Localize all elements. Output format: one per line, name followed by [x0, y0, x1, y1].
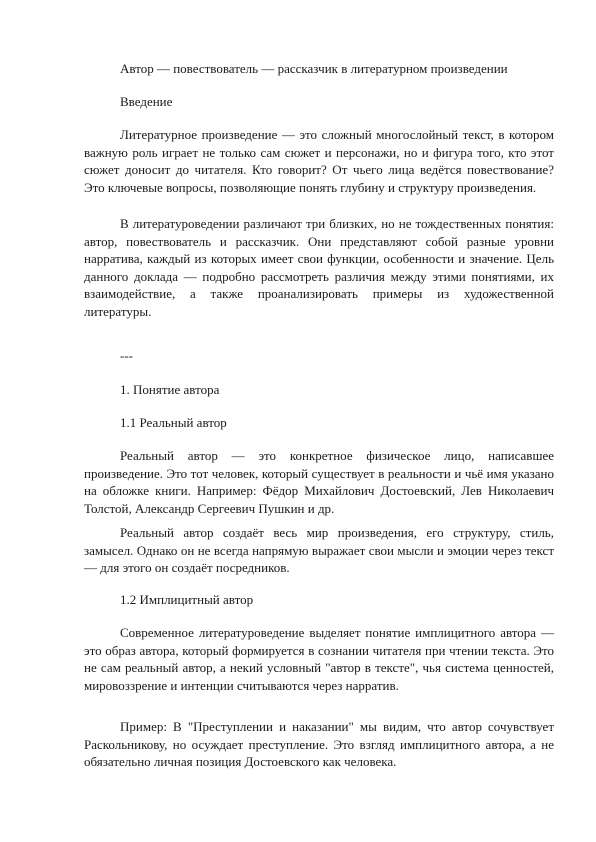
intro-heading: Введение: [120, 94, 173, 109]
section-1-2-heading: 1.2 Имплицитный автор: [120, 592, 254, 607]
section-1-1-heading: 1.1 Реальный автор: [120, 415, 227, 430]
section-1-1-paragraph-1: Реальный автор — это конкретное физическое лицо, написавшее произведение. Это тот человек, который существует в реальности и чьё имя указано на обложке книги. Например: Фёдор Михайлович Достоевский, Лев Николаевич Толстой, Александр Сергеевич Пушкин и др.: [84, 448, 554, 516]
section-separator: ---: [120, 348, 133, 363]
intro-paragraph-2: В литературоведении различают три близких, но не тождественных понятия: автор, повествователь и рассказчик. Они представляют собой разные уровни нарратива, каждый из которых имеет свои функции, особенности и значение. Цель данного доклада — подробно рассмотреть различия между этими понятиями, их взаимодействие, а также проанализировать примеры из художественной литературы.: [84, 216, 554, 319]
section-1-2-paragraph-2: Пример: В "Преступлении и наказании" мы видим, что автор сочувствует Раскольникову, но осуждает преступление. Это взгляд имплицитного автора, а не обязательно личная позиция Достоевского как человека.: [84, 719, 554, 769]
document-title: Автор — повествователь — рассказчик в литературном произведении: [120, 61, 508, 76]
section-1-1-paragraph-2: Реальный автор создаёт весь мир произведения, его структуру, стиль, замысел. Однако он не всегда напрямую выражает свои мысли и эмоции через текст — для этого он создаёт посредников.: [84, 525, 554, 575]
intro-paragraph-1: Литературное произведение — это сложный многослойный текст, в котором важную роль играет не только сам сюжет и персонажи, но и фигура того, кто этот сюжет доносит до читателя. Кто говорит? От чьего лица ведётся повествование? Это ключевые вопросы, позволяющие понять глубину и структуру произведения.: [84, 127, 554, 195]
section-1-2-paragraph-1: Современное литературоведение выделяет понятие имплицитного автора — это образ автора, который формируется в сознании читателя при чтении текста. Это не сам реальный автор, а некий условный "автор в тексте", чья система ценностей, мировоззрение и интенции считываются через нарратив.: [84, 625, 554, 693]
section-1-heading: 1. Понятие автора: [120, 382, 220, 397]
